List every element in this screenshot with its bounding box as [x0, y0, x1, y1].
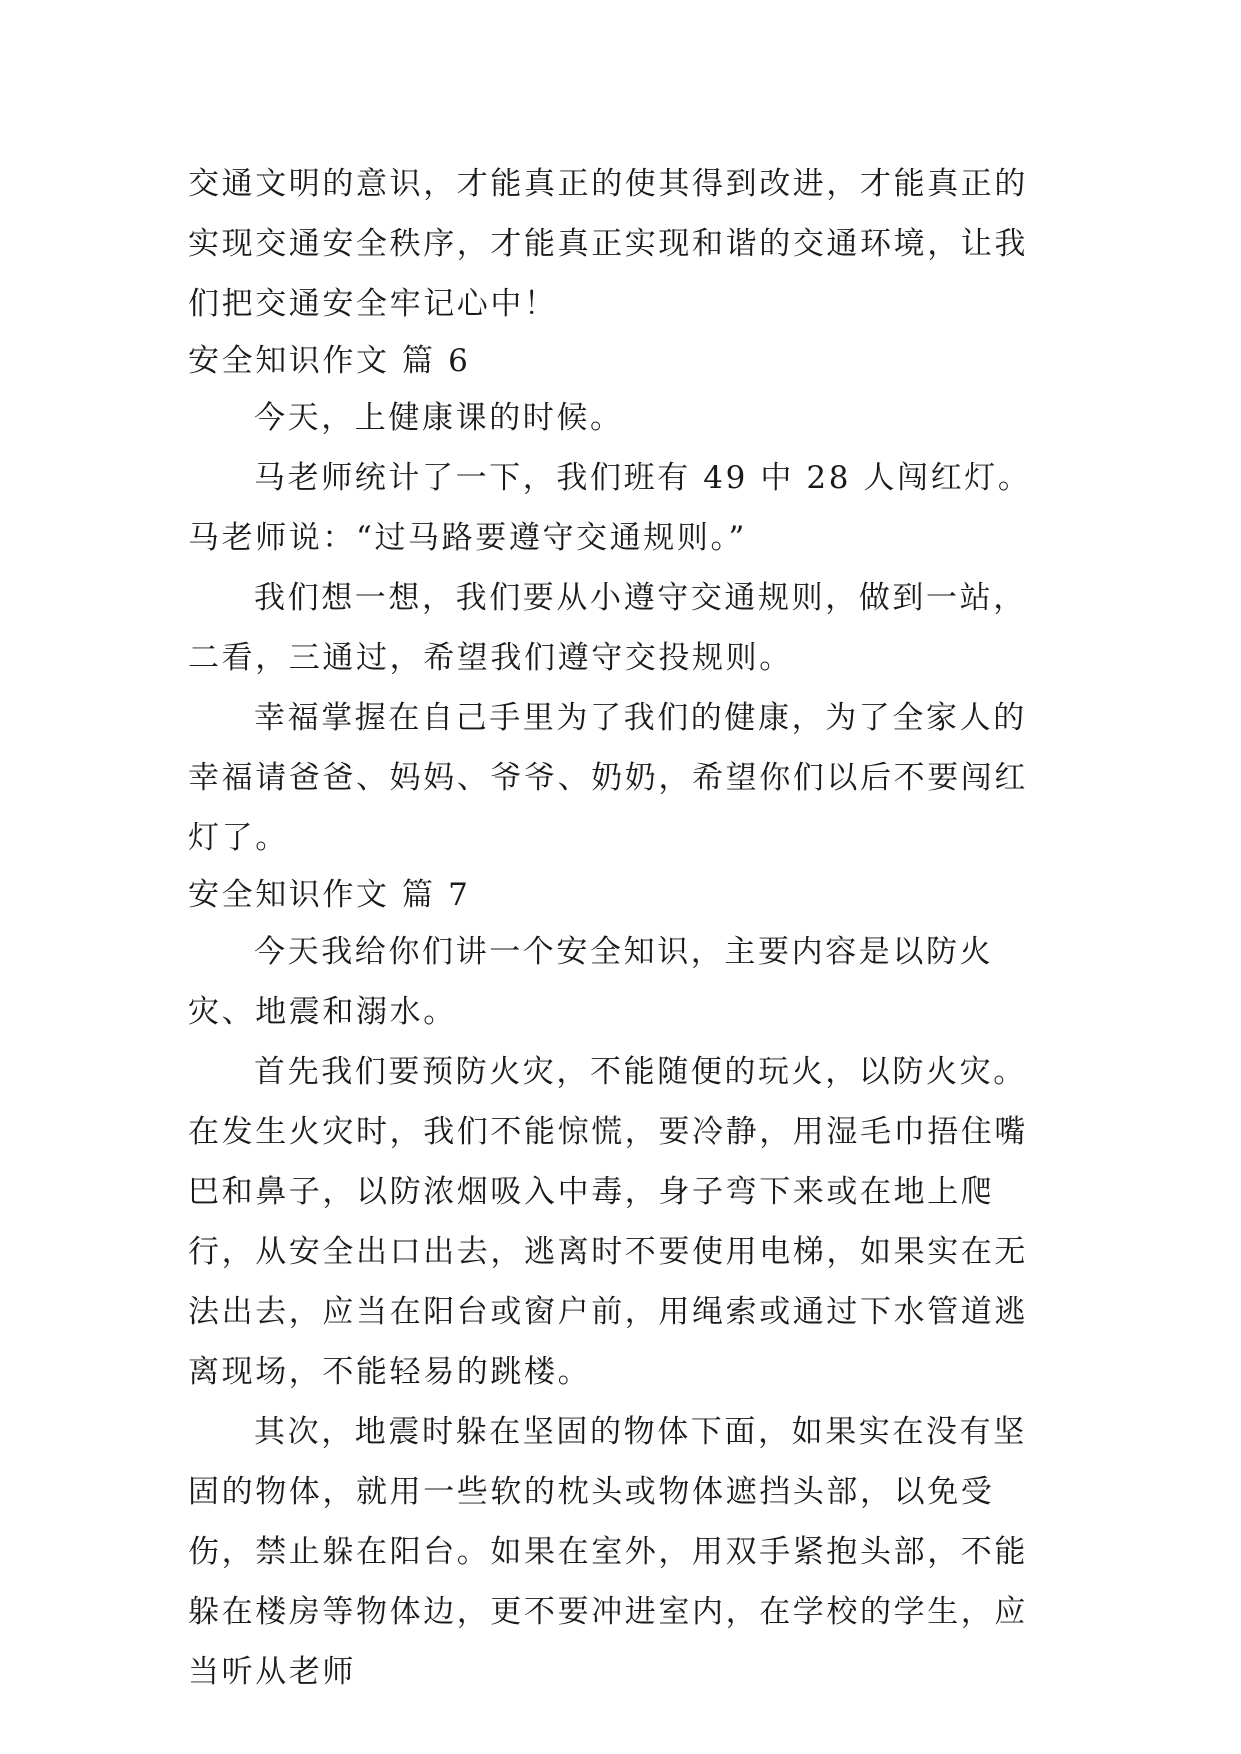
paragraph-continuation: 交通文明的意识，才能真正的使其得到改进，才能真正的实现交通安全秩序，才能真正实现和谐的交通环境，让我们把交通安全牢记心中！ — [188, 166, 1028, 322]
paragraph: 今天我给你们讲一个安全知识，主要内容是以防火灾、地震和溺水。 — [188, 934, 994, 1030]
paragraph: 我们想一想，我们要从小遵守交通规则，做到一站，二看，三通过，希望我们遵守交投规则。 — [188, 580, 1027, 676]
paragraph: 幸福掌握在自己手里为了我们的健康，为了全家人的幸福请爸爸、妈妈、爷爷、奶奶，希望你们以后不要闯红灯了。 — [188, 700, 1028, 856]
paragraph: 其次，地震时躲在坚固的物体下面，如果实在没有坚固的物体，就用一些软的枕头或物体遮挡头部，以免受伤，禁止躲在阳台。如果在室外，用双手紧抱头部，不能躲在楼房等物体边，更不要冲进室内，在学校的学生，应当听从老师 — [188, 1414, 1028, 1690]
paragraph: 马老师统计了一下，我们班有 49 中 28 人闯红灯。马老师说：“过马路要遵守交通规则。” — [188, 460, 1032, 556]
paragraph: 首先我们要预防火灾，不能随便的玩火，以防火灾。在发生火灾时，我们不能惊慌，要冷静，用湿毛巾捂住嘴巴和鼻子，以防浓烟吸入中毒，身子弯下来或在地上爬行，从安全出口出去，逃离时不要使用电梯，如果实在无法出去，应当在阳台或窗户前，用绳索或通过下水管道逃离现场，不能轻易的跳楼。 — [188, 1054, 1028, 1390]
document-body — [188, 154, 1058, 1702]
section-heading-6: 安全知识作文 篇 6 — [188, 343, 471, 379]
section-heading-7: 安全知识作文 篇 7 — [188, 877, 471, 913]
paragraph: 今天，上健康课的时候。 — [254, 400, 624, 436]
